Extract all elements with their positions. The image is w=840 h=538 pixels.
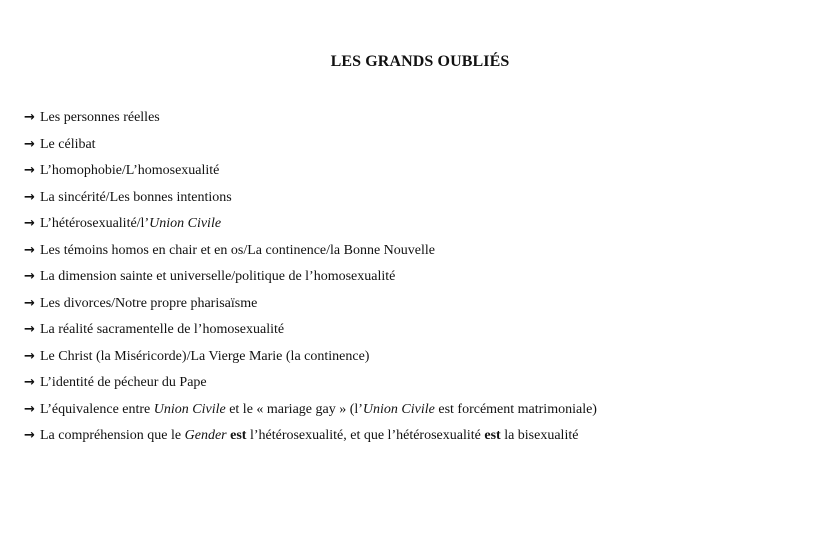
list-item (24, 347, 824, 374)
list-item (24, 241, 824, 268)
list-item-text: La réalité sacramentelle de l’homosexualité (40, 322, 285, 337)
arrow-icon: → (24, 189, 35, 205)
arrow-icon: → (24, 295, 35, 311)
list-item (24, 426, 824, 453)
list-item-text: La sincérité/Les bonnes intentions (40, 189, 232, 205)
list-item-text: est (230, 428, 247, 443)
arrow-icon: → (24, 216, 35, 231)
bullet-list (24, 108, 824, 453)
list-item (24, 373, 824, 400)
list-item (24, 214, 824, 241)
arrow-icon: → (24, 269, 35, 284)
list-item (24, 320, 824, 347)
arrow-icon: → (24, 242, 35, 258)
arrow-icon: → (24, 322, 35, 337)
arrow-icon: → (24, 110, 35, 125)
list-item (24, 161, 824, 188)
list-item (24, 135, 824, 162)
list-item-text: Union Civile (153, 401, 226, 417)
list-item-text: Les divorces/Notre propre pharisaïsme (40, 295, 258, 311)
arrow-icon: → (24, 348, 35, 364)
list-item-text: L’identité de pécheur du Pape (40, 375, 207, 390)
list-item-text: Le célibat (40, 136, 96, 152)
list-item (24, 188, 824, 215)
list-item-text: Le Christ (la Miséricorde)/La Vierge Marie (la continence) (40, 348, 370, 364)
list-item-text: Union Civile (362, 401, 435, 417)
list-item-text: L’équivalence entre (40, 401, 154, 417)
list-item (24, 400, 824, 427)
list-item-text: la bisexualité (500, 428, 579, 443)
arrow-icon: → (24, 375, 35, 390)
list-item-text: La dimension sainte et universelle/politique de l’homosexualité (40, 269, 396, 284)
list-item-text: est forcément matrimoniale) (434, 401, 597, 417)
list-item-text: L’homophobie/L’homosexualité (40, 163, 220, 178)
arrow-icon: → (24, 163, 35, 178)
list-item-text: Gender (184, 428, 227, 443)
list-item-text: Union Civile (149, 216, 222, 231)
list-item (24, 294, 824, 321)
list-item-text: l’hétérosexualité, et que l’hétérosexualité (246, 428, 485, 443)
arrow-icon: → (24, 401, 35, 417)
arrow-icon: → (24, 136, 35, 152)
list-item (24, 267, 824, 294)
list-item-text: Les témoins homos en chair et en os/La continence/la Bonne Nouvelle (40, 242, 435, 258)
list-item-text: Les personnes réelles (40, 110, 160, 125)
arrow-icon: → (24, 428, 35, 443)
list-item-text: L’hétérosexualité/l’ (40, 216, 150, 231)
list-item-text: et le « mariage gay » (l’ (225, 401, 363, 417)
list-item-text: est (484, 428, 501, 443)
list-item-text: La compréhension que le (40, 428, 185, 443)
document-title: LES GRANDS OUBLIÉS (330, 53, 510, 70)
list-item (24, 108, 824, 135)
